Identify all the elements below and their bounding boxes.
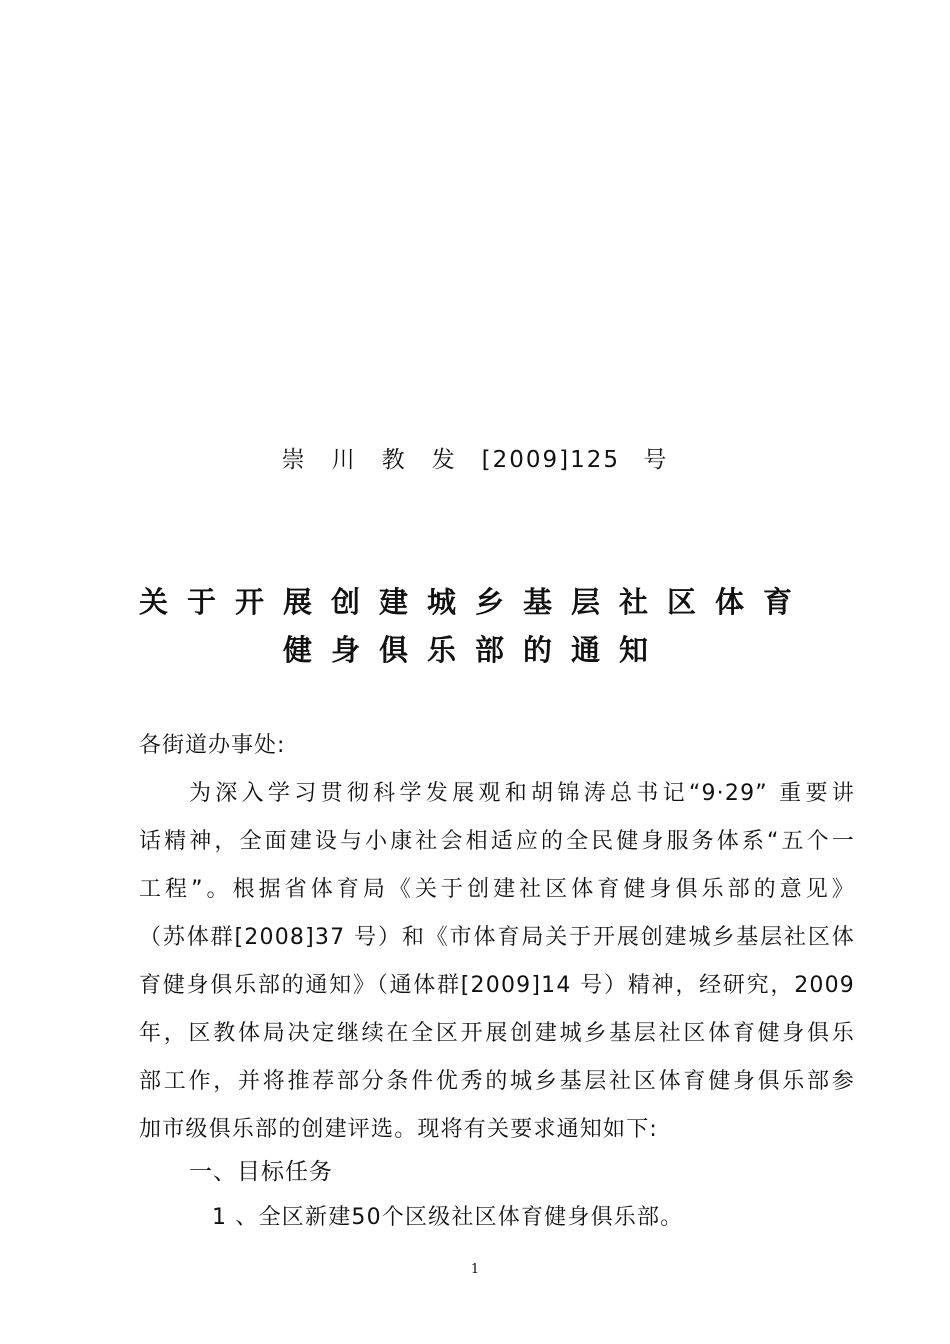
paragraph-line: 工程”。根据省体育局《关于创建社区体育健身俱乐部的意见》: [139, 877, 855, 902]
paragraph-line: 为深入学习贯彻科学发展观和胡锦涛总书记“9·29” 重要讲: [189, 781, 855, 806]
paragraph-line: 育健身俱乐部的通知》（通体群[2009]14 号）精神，经研究，2009: [139, 973, 855, 998]
page-number: 1: [470, 1262, 480, 1277]
document-title-line-2: 健身俱乐部的通知: [282, 633, 667, 667]
list-item: 1 、全区新建50个区级社区体育健身俱乐部。: [212, 1205, 684, 1230]
section-heading: 一、目标任务: [189, 1159, 333, 1185]
document-number: 崇 川 教 发 [2009]125 号: [281, 447, 669, 473]
paragraph-line: 话精神，全面建设与小康社会相适应的全民健身服务体系“五个一: [139, 829, 855, 854]
document-title-line-1: 关于开展创建城乡基层社区体育: [138, 585, 811, 619]
salutation: 各街道办事处:: [139, 733, 286, 758]
paragraph-line: 加市级俱乐部的创建评选。现将有关要求通知如下:: [139, 1117, 659, 1142]
paragraph-line: （苏体群[2008]37 号）和《市体育局关于开展创建城乡基层社区体: [139, 925, 855, 950]
paragraph-line: 部工作，并将推荐部分条件优秀的城乡基层社区体育健身俱乐部参: [139, 1069, 855, 1094]
paragraph-line: 年，区教体局决定继续在全区开展创建城乡基层社区体育健身俱乐: [139, 1021, 855, 1046]
